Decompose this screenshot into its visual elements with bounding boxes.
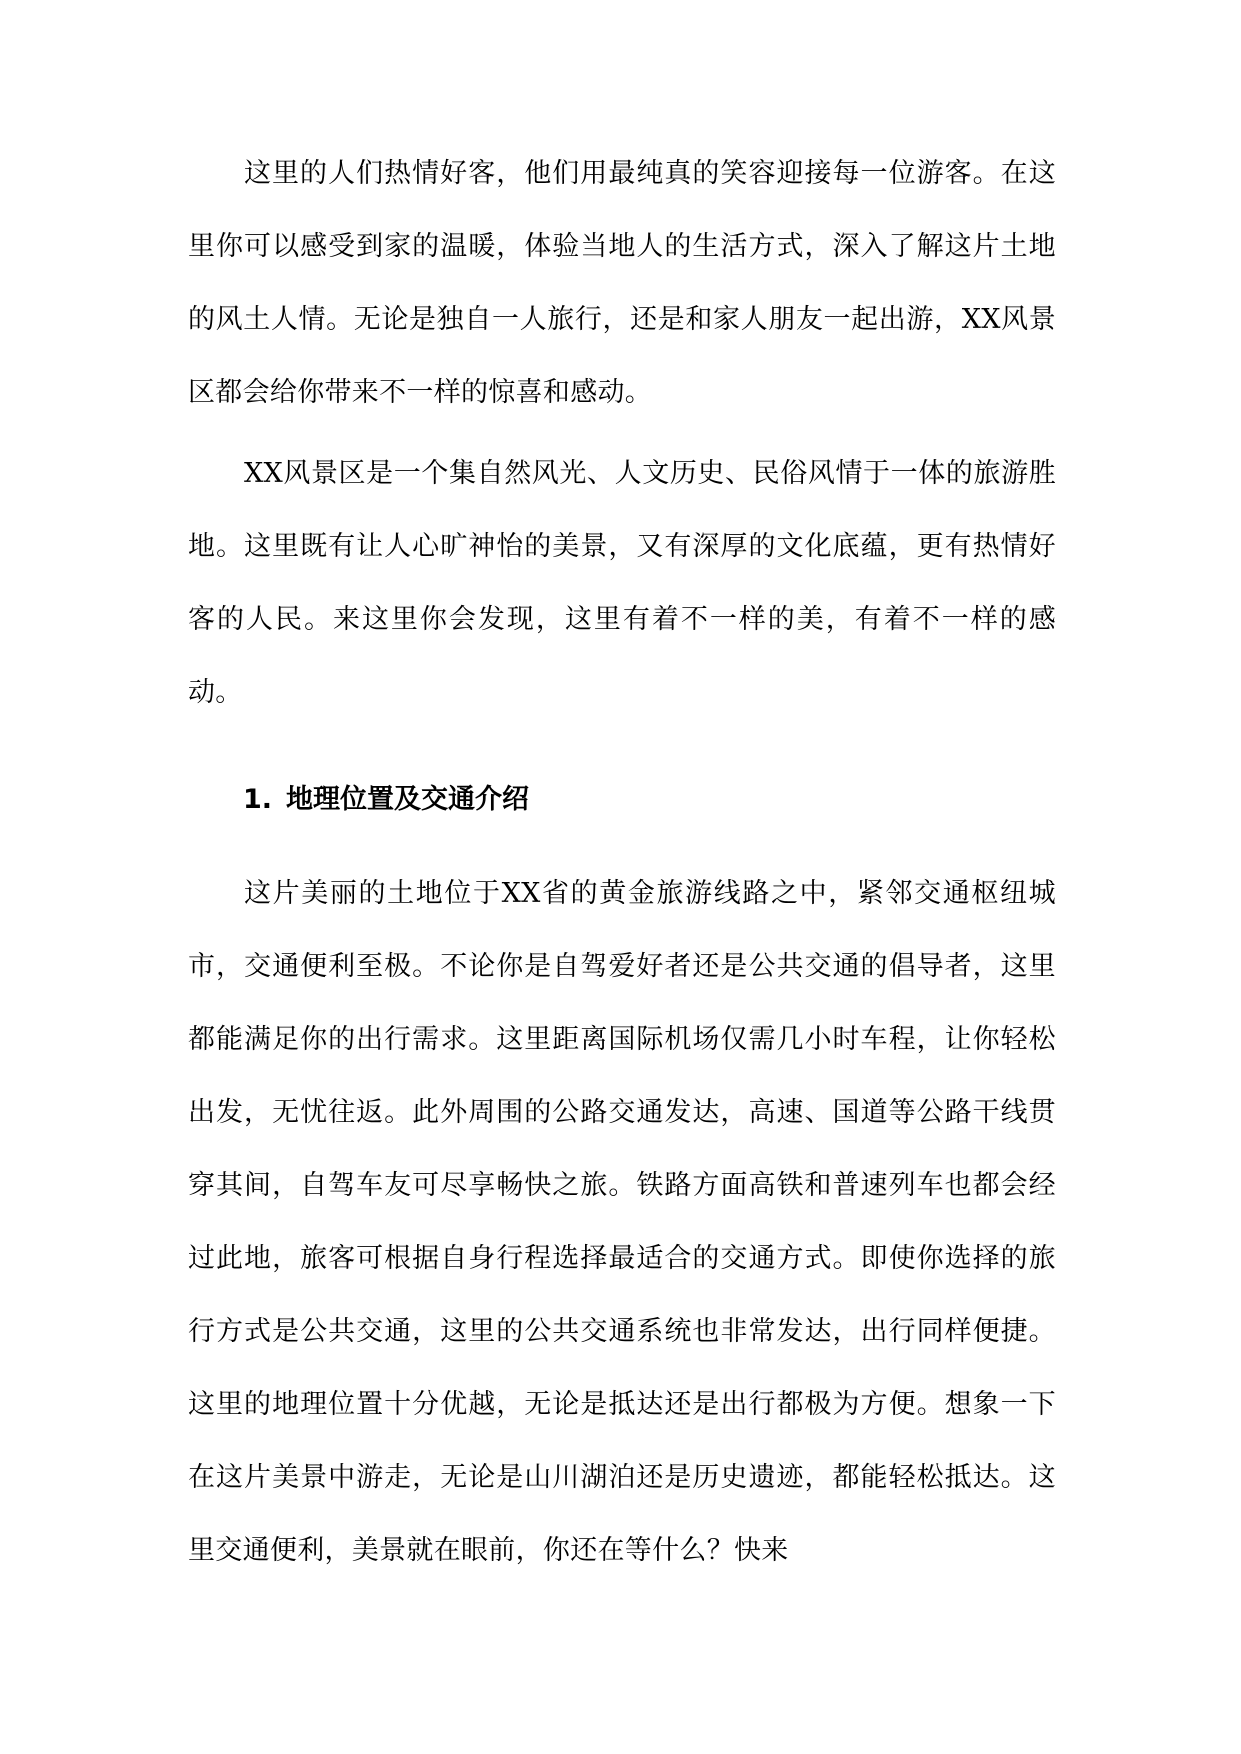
- section-number: 1.: [243, 784, 273, 815]
- paragraph-hospitality: 这里的人们热情好客，他们用最纯真的笑容迎接每一位游客。在这里你可以感受到家的温暖，体验当地人的生活方式，深入了解这片土地的风土人情。无论是独自一人旅行，还是和家人朋友一起出游，XX风景区都会给你带来不一样的惊喜和感动。: [188, 158, 1056, 408]
- paragraph-transportation: 这片美丽的土地位于XX省的黄金旅游线路之中，紧邻交通枢纽城市，交通便利至极。不论你是自驾爱好者还是公共交通的倡导者，这里都能满足你的出行需求。这里距离国际机场仅需几小时车程，让你轻松出发，无忧往返。此外周围的公路交通发达，高速、国道等公路干线贯穿其间，自驾车友可尽享畅快之旅。铁路方面高铁和普速列车也都会经过此地，旅客可根据自身行程选择最适合的交通方式。即使你选择的旅行方式是公共交通，这里的公共交通系统也非常发达，出行同样便捷。这里的地理位置十分优越，无论是抵达还是出行都极为方便。想象一下在这片美景中游走，无论是山川湖泊还是历史遗迹，都能轻松抵达。这里交通便利，美景就在眼前，你还在等什么？快来: [188, 878, 1056, 1566]
- section-heading: [243, 778, 529, 822]
- paragraph-scenic-area-intro: XX风景区是一个集自然风光、人文历史、民俗风情于一体的旅游胜地。这里既有让人心旷神怡的美景，又有深厚的文化底蕴，更有热情好客的人民。来这里你会发现，这里有着不一样的美，有着不一样的感动。: [188, 458, 1056, 708]
- section-title: 地理位置及交通介绍: [286, 784, 530, 815]
